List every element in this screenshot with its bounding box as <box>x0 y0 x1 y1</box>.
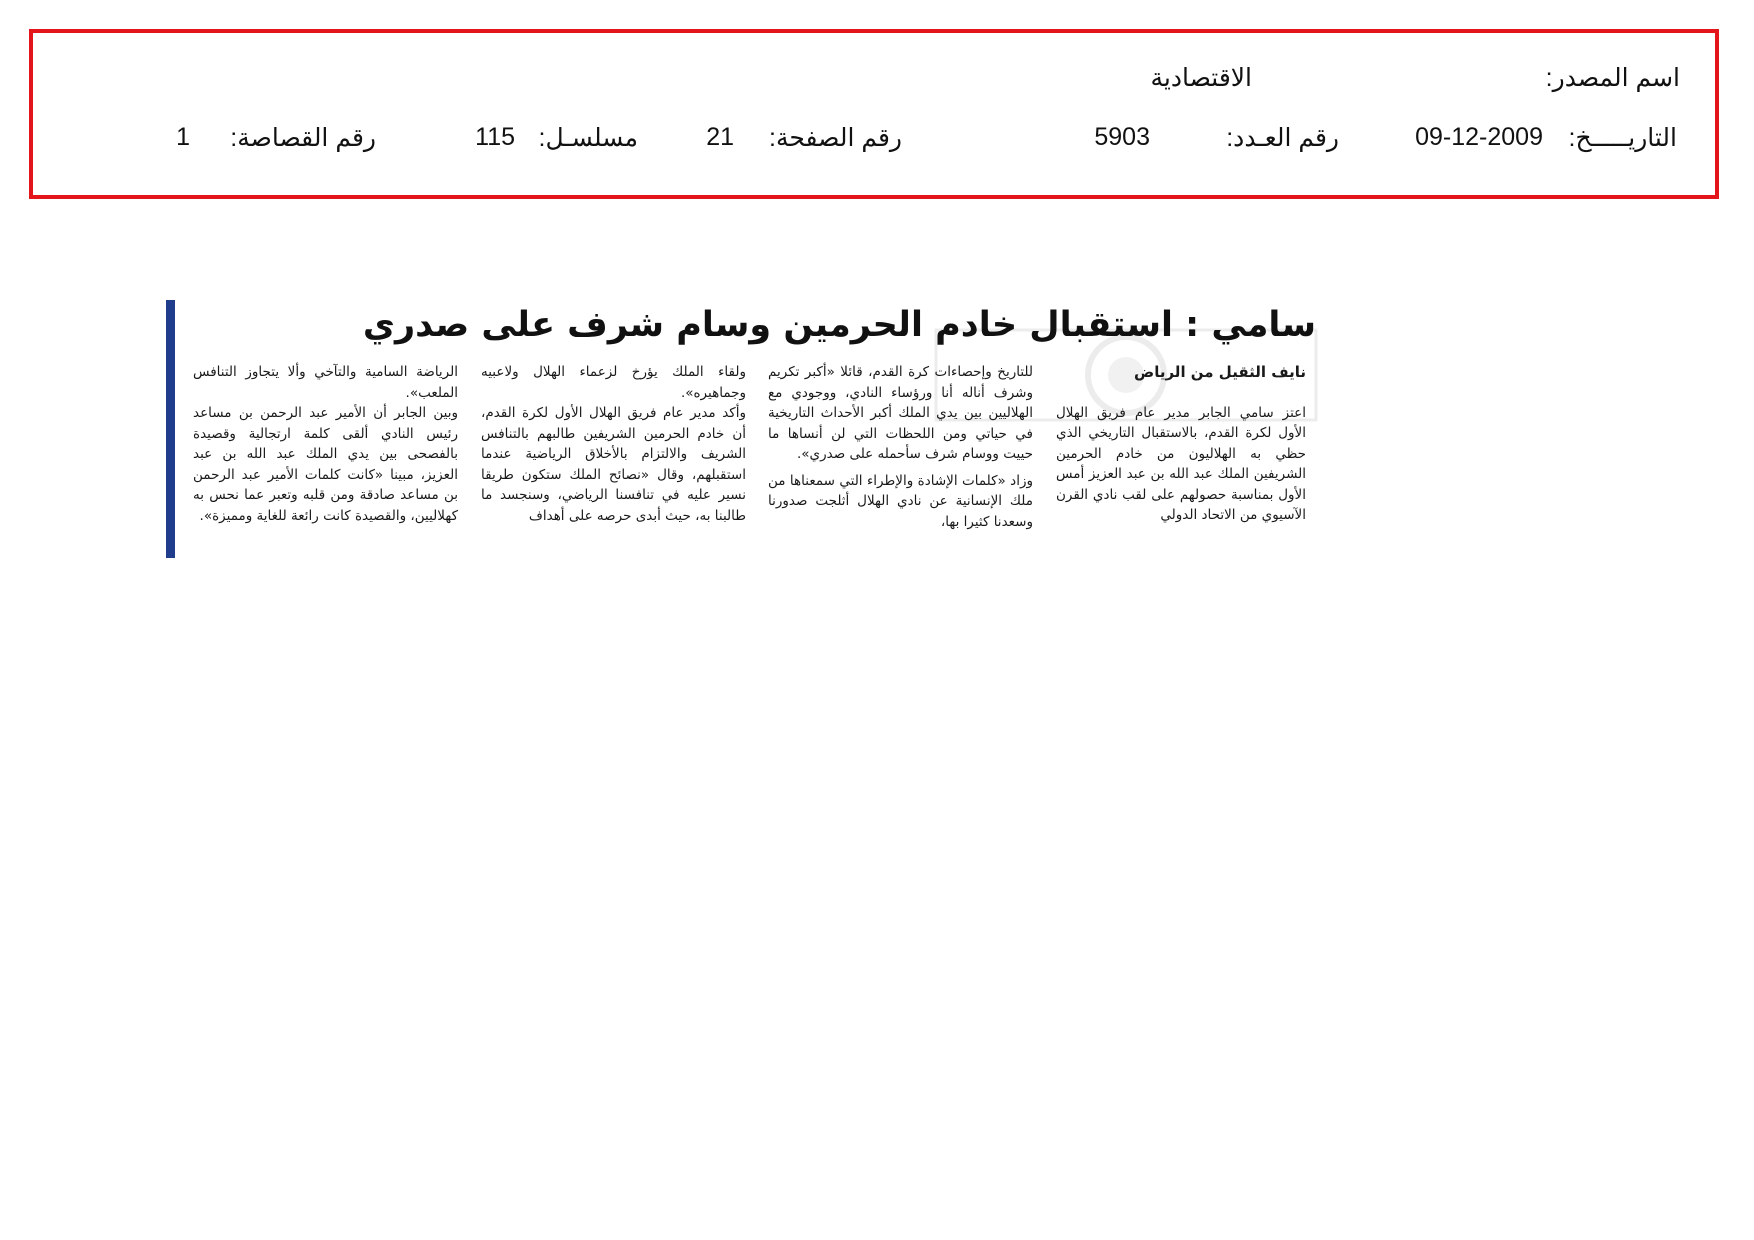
newspaper-clipping <box>166 300 1326 558</box>
source-label: اسم المصدر: <box>1545 64 1680 92</box>
article-paragraph: وزاد «كلمات الإشادة والإطراء التي سمعناها من ملك الإنسانية عن نادي الهلال أثلجت صدورنا وسعدنا كثيرا بها، <box>768 472 1033 530</box>
article-paragraph: اعتز سامي الجابر مدير عام فريق الهلال الأول لكرة القدم، بالاستقبال التاريخي الذي حظي به الهلاليون من خادم الحرمين الشريفين الملك عبد الله بن عبد العزيز أمس الأول بمناسبة حصولهم على لقب نادي القرن الآسيوي من الاتحاد الدولي <box>1056 404 1306 523</box>
page-number-label: رقم الصفحة: <box>769 124 902 152</box>
clipping-metadata-box <box>29 29 1719 199</box>
article-column-3 <box>481 362 746 526</box>
clip-number-label: رقم القصاصة: <box>230 124 376 152</box>
source-value: الاقتصادية <box>1150 64 1252 92</box>
article-column-4 <box>193 362 458 526</box>
article-column-2 <box>768 362 1033 532</box>
date-label: التاريـــــخ: <box>1568 124 1677 152</box>
article-byline: نايف الثقيل من الرياض <box>1134 363 1306 381</box>
article-column-1 <box>1056 362 1306 526</box>
article-paragraph: وبين الجابر أن الأمير عبد الرحمن بن مساعد رئيس النادي ألقى كلمة ارتجالية وقصيدة بالفصحى بين يدي الملك عبد الله بن عبد العزيز، مبينا «كانت كلمات الأمير عبد الرحمن بن مساعد صادقة ومن قلبه وتعبر عما نحس به كهلاليين، والقصيدة كانت رائعة للغاية ومميزة». <box>193 405 458 524</box>
issue-number-label: رقم العـدد: <box>1226 124 1339 152</box>
clip-number-value: 1 <box>176 123 190 151</box>
serial-label: مسلسـل: <box>538 124 638 152</box>
article-paragraph: وأكد مدير عام فريق الهلال الأول لكرة القدم، أن خادم الحرمين الشريفين طالبهم بالتنافس الشريف والالتزام بالأخلاق الرياضية عندما استقبلهم، وقال «نصائح الملك ستكون طريقا نسير عليه في تنافسنا الرياضي، وسنجسد ما طالبنا به، حيث أبدى حرصه على أهداف <box>481 405 746 524</box>
article-paragraph: ولقاء الملك يؤرخ لزعماء الهلال ولاعبيه وجماهيره». <box>481 364 746 401</box>
clipping-accent-bar <box>166 300 175 558</box>
date-value: 09-12-2009 <box>1415 123 1543 151</box>
issue-number-value: 5903 <box>1094 123 1150 151</box>
article-paragraph: للتاريخ وإحصاءات كرة القدم، قائلا «أكبر تكريم وشرف أناله أنا ورؤساء النادي، ووجودي مع الهلاليين بين يدي الملك أكبر الأحداث التاريخية في حياتي ومن اللحظات التي لن أنساها ما حييت ووسام شرف سأحمله على صدري». <box>768 364 1033 462</box>
article-headline: سامي : استقبال خادم الحرمين وسام شرف على صدري <box>362 305 1316 345</box>
page-number-value: 21 <box>706 123 734 151</box>
serial-value: 115 <box>475 123 515 151</box>
article-paragraph: الرياضة السامية والتآخي وألا يتجاوز التنافس الملعب». <box>193 364 458 401</box>
